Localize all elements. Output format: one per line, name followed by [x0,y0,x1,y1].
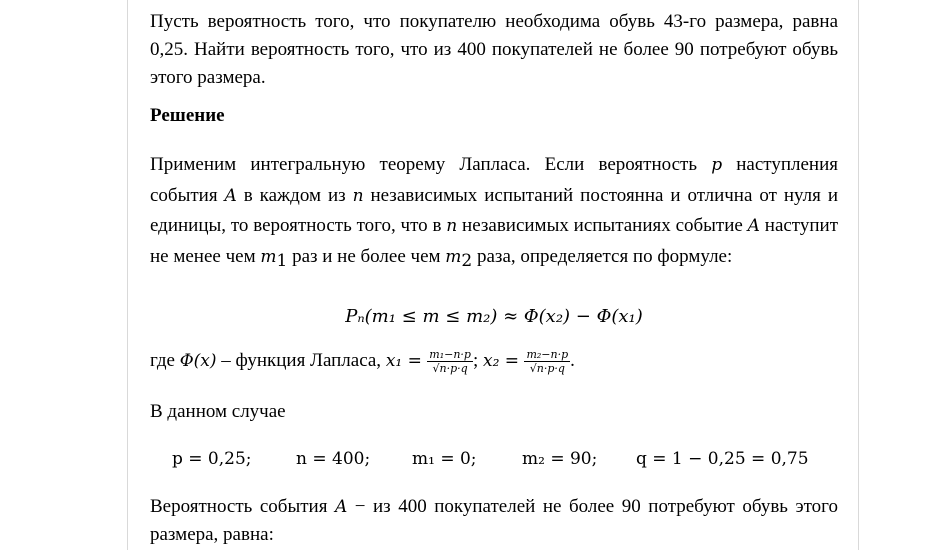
laplace-formula: Pₙ(m₁ ≤ m ≤ m₂) ≈ Φ(x₂) − Φ(x₁) [345,306,643,327]
given-m2: m₂ = 90; [522,449,598,469]
case-label: В данном случае [150,401,286,422]
x1-fraction: $\frac{\text{m₁−n·p}}{√n\cdot p\cdot q}$ [429,348,471,376]
solution-heading: Решение [150,105,225,126]
given-p: p = 0,25; [172,449,252,469]
given-n: n = 400; [296,449,371,469]
given-m1: m₁ = 0; [412,449,477,469]
left-margin-line [127,0,128,550]
laplace-definition: где Φ(x) – функция Лапласа, x₁ = $\frac{\text{m₁−n·p}}{√n\cdot p\cdot q}$ ; x₂ = $\frac{\text{m₂−n·p}}{√n\cdot p\cdot q}$ . [150,348,575,376]
problem-statement: Пусть вероятность того, что покупателю необходима обувь 43-го размера, равна 0,25. Найти вероятность того, что из 400 покупателей не более 90 потребуют обувь этого размера. [150,11,838,88]
given-q: q = 1 − 0,25 = 0,75 [636,449,809,469]
right-margin-line [858,0,859,550]
x2-fraction: $\frac{\text{m₂−n·p}}{√n\cdot p\cdot q}$ [526,348,569,376]
final-paragraph: Вероятность события A − из 400 покупателей не более 90 потребуют обувь этого размера, равна: [150,496,839,545]
theorem-paragraph: Применим интегральную теорему Лапласа. Если вероятность p наступления события A в каждом из n независимых испытаний постоянна и отлична от нуля и единицы, то вероятность того, что в n независимых испытаниях событие A наступит не менее чем $m_1$ раз и не более чем $m_2$ раза, определяется по формуле: [150,154,839,271]
